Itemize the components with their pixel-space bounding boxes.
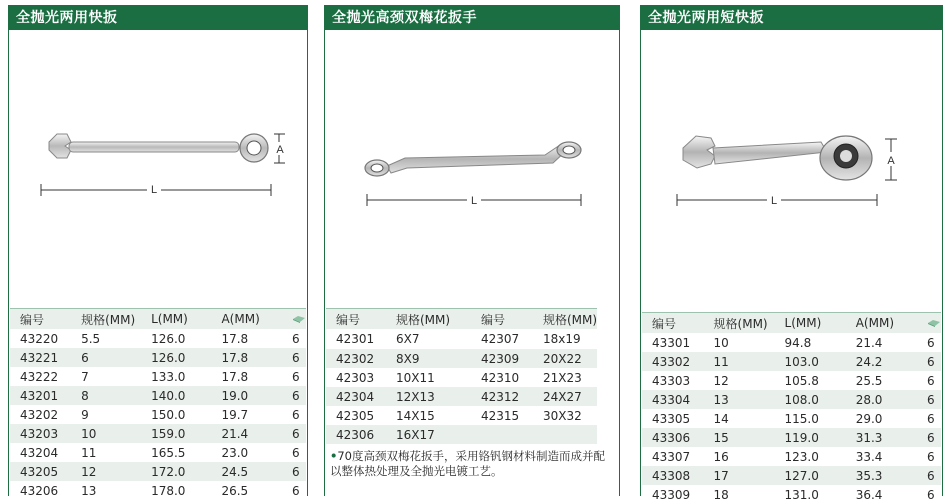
col-header: L(MM) [141, 309, 211, 330]
table-cell: 16 [704, 447, 775, 466]
product-panel-combination-ratchet [8, 5, 308, 496]
table-cell: 123.0 [775, 447, 846, 466]
table-cell: 17.8 [211, 367, 282, 386]
table-row [10, 424, 306, 443]
table-cell: 6 [282, 348, 306, 367]
table-cell: 6 [917, 409, 941, 428]
table-cell: 6 [282, 329, 306, 348]
table-cell [471, 425, 533, 444]
table-cell: 42303 [326, 368, 386, 387]
table-cell: 140.0 [141, 386, 211, 405]
table-cell: 19.7 [211, 405, 282, 424]
table-cell: 21.4 [211, 424, 282, 443]
table-cell: 42306 [326, 425, 386, 444]
table-cell: 6 [282, 462, 306, 481]
table-cell: 43201 [10, 386, 71, 405]
table-cell: 42309 [471, 349, 533, 369]
table-cell: 133.0 [141, 367, 211, 386]
table-cell: 43203 [10, 424, 71, 443]
table-row [326, 349, 597, 369]
wrench-image [641, 30, 942, 300]
table-row [642, 390, 941, 409]
table-cell: 13 [71, 481, 141, 500]
table-row [326, 425, 597, 444]
table-cell: 24.2 [846, 352, 917, 371]
col-header: A(MM) [846, 313, 917, 334]
table-cell: 43305 [642, 409, 704, 428]
table-cell: 6 [282, 367, 306, 386]
table-cell: 10 [704, 333, 775, 352]
width-dimension-label: A [276, 144, 284, 156]
bullet-icon: • [330, 449, 338, 463]
table-cell: 6 [917, 447, 941, 466]
table-row [10, 386, 306, 405]
table-cell: 103.0 [775, 352, 846, 371]
product-note [330, 449, 611, 479]
table-cell: 6 [917, 485, 941, 504]
table-row [10, 481, 306, 500]
table-cell: 31.3 [846, 428, 917, 447]
table-cell: 12 [71, 462, 141, 481]
table-cell: 6 [917, 371, 941, 390]
table-cell: 36.4 [846, 485, 917, 504]
table-cell: 23.0 [211, 443, 282, 462]
table-row [326, 406, 597, 425]
table-cell: 6 [282, 386, 306, 405]
table-cell: 24X27 [533, 387, 597, 406]
table-cell: 7 [71, 367, 141, 386]
col-header: 规格(MM) [704, 313, 775, 334]
table-cell: 28.0 [846, 390, 917, 409]
table-cell: 127.0 [775, 466, 846, 485]
table-cell: 6 [917, 390, 941, 409]
table-cell: 18 [704, 485, 775, 504]
table-cell: 43206 [10, 481, 71, 500]
wrench-image [9, 30, 307, 300]
table-cell: 159.0 [141, 424, 211, 443]
table-row [326, 329, 597, 349]
table-cell: 6 [282, 443, 306, 462]
table-cell: 11 [704, 352, 775, 371]
table-cell: 18x19 [533, 329, 597, 349]
table-cell: 105.8 [775, 371, 846, 390]
panel-title: 全抛光两用快扳 [9, 6, 307, 30]
col-header [917, 313, 941, 334]
table-row [642, 466, 941, 485]
table-cell: 26.5 [211, 481, 282, 500]
table-row [10, 405, 306, 424]
table-cell: 30X32 [533, 406, 597, 425]
stubby-ratchet-wrench-illustration [641, 30, 942, 300]
table-cell: 12 [704, 371, 775, 390]
col-header: 编号 [471, 309, 533, 330]
panel-title: 全抛光高颈双梅花扳手 [325, 6, 619, 30]
length-dimension-label: L [770, 195, 778, 207]
spec-table [642, 312, 941, 504]
table-cell: 178.0 [141, 481, 211, 500]
table-cell: 29.0 [846, 409, 917, 428]
table-cell: 43302 [642, 352, 704, 371]
table-row [326, 387, 597, 406]
table-cell: 17.8 [211, 329, 282, 348]
table-cell: 43307 [642, 447, 704, 466]
table-cell: 43308 [642, 466, 704, 485]
table-cell: 33.4 [846, 447, 917, 466]
table-cell: 6 [282, 424, 306, 443]
table-cell: 43303 [642, 371, 704, 390]
table-cell: 115.0 [775, 409, 846, 428]
table-cell: 43221 [10, 348, 71, 367]
double-box-wrench-illustration [325, 30, 619, 300]
table-cell: 14 [704, 409, 775, 428]
table-cell: 42315 [471, 406, 533, 425]
table-cell: 43301 [642, 333, 704, 352]
package-icon [927, 319, 941, 327]
table-cell: 17 [704, 466, 775, 485]
table-cell: 8 [71, 386, 141, 405]
table-cell: 14X15 [386, 406, 471, 425]
table-cell: 126.0 [141, 329, 211, 348]
table-cell: 6 [71, 348, 141, 367]
length-dimension-label: L [470, 195, 478, 207]
table-row [326, 368, 597, 387]
table-cell: 42302 [326, 349, 386, 369]
table-cell: 13 [704, 390, 775, 409]
table-cell: 6 [917, 352, 941, 371]
table-cell: 17.8 [211, 348, 282, 367]
panel-title: 全抛光两用短快扳 [641, 6, 942, 30]
table-cell: 43222 [10, 367, 71, 386]
table-cell: 172.0 [141, 462, 211, 481]
table-row [10, 329, 306, 348]
spec-table [10, 308, 306, 500]
table-cell: 6 [917, 333, 941, 352]
spec-table [326, 308, 597, 444]
table-cell: 16X17 [386, 425, 471, 444]
table-cell: 131.0 [775, 485, 846, 504]
table-cell: 43220 [10, 329, 71, 348]
table-row [642, 352, 941, 371]
width-dimension-label: A [887, 155, 895, 167]
table-cell: 42310 [471, 368, 533, 387]
table-cell: 9 [71, 405, 141, 424]
table-cell: 12X13 [386, 387, 471, 406]
wrench-image [325, 30, 619, 300]
table-cell: 119.0 [775, 428, 846, 447]
table-row [10, 462, 306, 481]
table-cell: 43309 [642, 485, 704, 504]
table-cell: 42304 [326, 387, 386, 406]
table-row [10, 443, 306, 462]
table-cell: 6X7 [386, 329, 471, 349]
table-cell: 6 [282, 405, 306, 424]
col-header: A(MM) [211, 309, 282, 330]
product-panel-stubby-ratchet [640, 5, 943, 502]
table-cell: 11 [71, 443, 141, 462]
table-cell: 6 [917, 428, 941, 447]
table-row [10, 348, 306, 367]
table-cell: 43205 [10, 462, 71, 481]
table-cell [533, 425, 597, 444]
col-header: 编号 [326, 309, 386, 330]
table-cell: 42307 [471, 329, 533, 349]
table-cell: 25.5 [846, 371, 917, 390]
table-cell: 94.8 [775, 333, 846, 352]
table-cell: 165.5 [141, 443, 211, 462]
table-cell: 6 [282, 481, 306, 500]
table-cell: 8X9 [386, 349, 471, 369]
table-row [10, 367, 306, 386]
table-row [642, 428, 941, 447]
table-cell: 126.0 [141, 348, 211, 367]
table-row [642, 371, 941, 390]
table-cell: 35.3 [846, 466, 917, 485]
table-row [642, 333, 941, 352]
table-cell: 15 [704, 428, 775, 447]
table-cell: 10X11 [386, 368, 471, 387]
note-text: 70度高颈双梅花扳手，采用铬钒钢材料制造而成并配以整体热处理及全抛光电镀工艺。 [330, 449, 605, 478]
table-cell: 150.0 [141, 405, 211, 424]
table-cell: 42301 [326, 329, 386, 349]
table-row [642, 447, 941, 466]
col-header [282, 309, 306, 330]
table-cell: 10 [71, 424, 141, 443]
table-cell: 42312 [471, 387, 533, 406]
table-cell: 43204 [10, 443, 71, 462]
table-row [642, 485, 941, 504]
table-cell: 108.0 [775, 390, 846, 409]
table-cell: 20X22 [533, 349, 597, 369]
combination-ratchet-wrench-illustration [9, 30, 307, 300]
col-header: 规格(MM) [71, 309, 141, 330]
length-dimension-label: L [150, 184, 158, 196]
col-header: 规格(MM) [533, 309, 597, 330]
product-panel-offset-double-box [324, 5, 620, 496]
table-cell: 6 [917, 466, 941, 485]
package-icon [292, 315, 306, 323]
col-header: 编号 [642, 313, 704, 334]
table-cell: 19.0 [211, 386, 282, 405]
col-header: L(MM) [775, 313, 846, 334]
table-cell: 21X23 [533, 368, 597, 387]
table-cell: 42305 [326, 406, 386, 425]
table-cell: 43306 [642, 428, 704, 447]
table-cell: 24.5 [211, 462, 282, 481]
table-cell: 43202 [10, 405, 71, 424]
table-row [642, 409, 941, 428]
col-header: 编号 [10, 309, 71, 330]
table-cell: 5.5 [71, 329, 141, 348]
col-header: 规格(MM) [386, 309, 471, 330]
table-cell: 21.4 [846, 333, 917, 352]
table-cell: 43304 [642, 390, 704, 409]
